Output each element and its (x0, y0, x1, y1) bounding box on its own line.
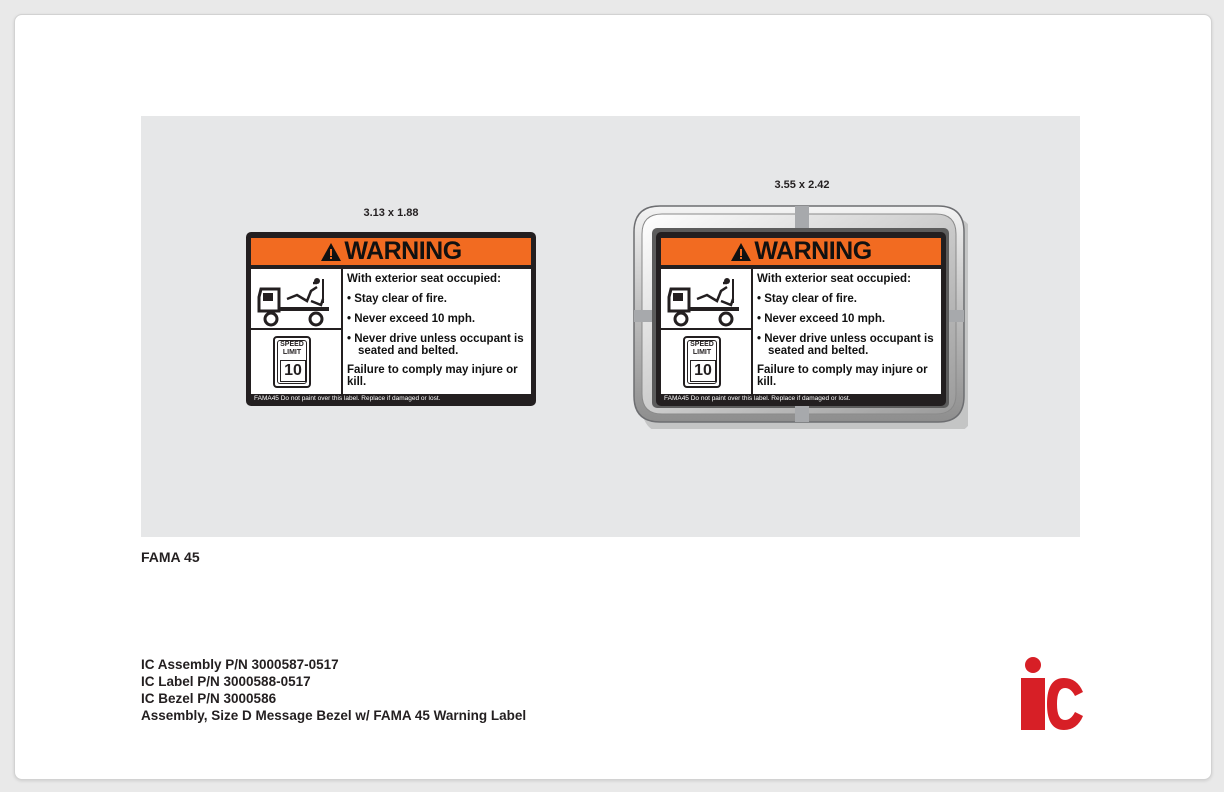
label-body (251, 269, 531, 394)
speed-limit-word: SPEED (280, 341, 304, 348)
warning-message (757, 273, 941, 388)
warning-title: WARNING (754, 237, 872, 265)
limit-word: LIMIT (282, 349, 302, 356)
message-bullet: • Never exceed 10 mph. (757, 313, 886, 325)
label-footer: FAMA45 Do not paint over this label. Replace if damaged or lost. (254, 395, 441, 402)
speed-limit-value: 10 (280, 360, 306, 382)
message-bullet: • Stay clear of fire. (757, 293, 857, 305)
label-footer: FAMA45 Do not paint over this label. Replace if damaged or lost. (664, 395, 851, 402)
warning-header (251, 238, 531, 265)
bezel-part-number: IC Bezel P/N 3000586 (141, 691, 277, 706)
ic-logo (1019, 656, 1085, 730)
label-body (661, 269, 941, 394)
message-failure: Failure to comply may injure or kill. (757, 364, 928, 388)
warning-label-small (246, 232, 536, 406)
small-label-dimension: 3.13 x 1.88 (363, 207, 419, 219)
vehicle-occupant-icon (251, 269, 341, 330)
warning-message (347, 273, 531, 388)
warning-triangle-icon (320, 242, 342, 262)
message-bullet: • Never drive unless occupant is seated and belted. (347, 333, 524, 357)
speed-limit-value: 10 (690, 360, 716, 382)
speed-limit-sign (683, 336, 721, 388)
assembly-part-number: IC Assembly P/N 3000587-0517 (141, 657, 339, 672)
message-intro: With exterior seat occupied: (757, 273, 911, 285)
part-numbers (141, 656, 526, 724)
warning-label-bezel (656, 232, 946, 406)
vehicle-occupant-icon (661, 269, 751, 330)
pictogram-column (661, 269, 753, 394)
speed-limit-sign (273, 336, 311, 388)
limit-word: LIMIT (692, 349, 712, 356)
label-part-number: IC Label P/N 3000588-0517 (141, 674, 311, 689)
message-bullet: • Stay clear of fire. (347, 293, 447, 305)
speed-limit-word: SPEED (690, 341, 714, 348)
product-caption: FAMA 45 (141, 549, 200, 565)
pictogram-column (251, 269, 343, 394)
message-bullet: • Never exceed 10 mph. (347, 313, 476, 325)
warning-header (661, 238, 941, 265)
warning-triangle-icon (730, 242, 752, 262)
message-intro: With exterior seat occupied: (347, 273, 501, 285)
assembly-description: Assembly, Size D Message Bezel w/ FAMA 45 Warning Label (141, 708, 527, 723)
message-failure: Failure to comply may injure or kill. (347, 364, 518, 388)
message-bullet: • Never drive unless occupant is seated and belted. (757, 333, 934, 357)
large-assembly-dimension: 3.55 x 2.42 (774, 179, 830, 191)
warning-title: WARNING (344, 237, 462, 265)
